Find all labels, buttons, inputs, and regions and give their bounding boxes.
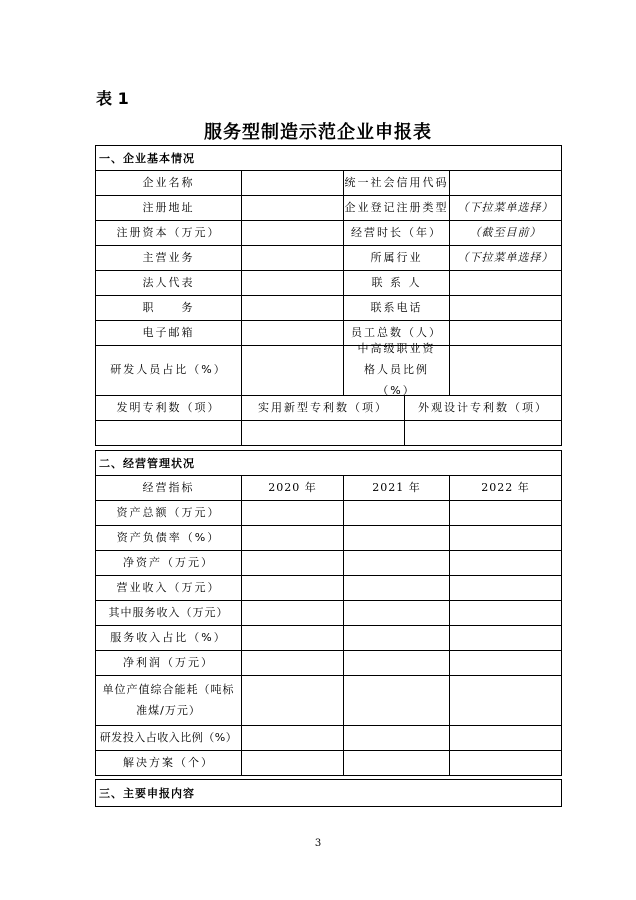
field-label: 主营业务 xyxy=(142,250,195,264)
industry-dropdown[interactable]: （下拉菜单选择） xyxy=(449,246,561,270)
indicator-value[interactable] xyxy=(241,551,343,575)
indicator-value[interactable] xyxy=(241,651,343,675)
indicator-label: 资产总额（万元） xyxy=(116,505,221,519)
form-row xyxy=(95,320,562,346)
form-row xyxy=(95,195,562,221)
field-value[interactable] xyxy=(449,271,561,295)
field-label: 员工总数（人） xyxy=(343,321,449,345)
field-label: 企业登记注册类型 xyxy=(343,196,449,220)
field-value[interactable] xyxy=(241,221,343,245)
indicator-value[interactable] xyxy=(449,751,561,775)
field-label: 中高级职业资格人员比例（%） xyxy=(343,346,449,395)
patent-value-row xyxy=(95,420,562,446)
field-value[interactable] xyxy=(449,171,561,195)
field-value[interactable] xyxy=(449,346,561,395)
patent-value[interactable] xyxy=(404,421,561,445)
field-label: 联系电话 xyxy=(343,296,449,320)
patent-header: 发明专利数（项） xyxy=(116,400,221,414)
application-form xyxy=(95,145,562,808)
section-heading-basic-info: 一、企业基本情况 xyxy=(95,145,562,171)
indicator-value[interactable] xyxy=(343,601,449,625)
indicator-value[interactable] xyxy=(449,651,561,675)
field-label: 统一社会信用代码 xyxy=(343,171,449,195)
indicator-value[interactable] xyxy=(241,751,343,775)
indicator-label: 其中服务收入（万元） xyxy=(108,605,229,619)
indicator-value[interactable] xyxy=(241,576,343,600)
table-row xyxy=(95,625,562,651)
patent-value[interactable] xyxy=(241,421,404,445)
indicator-value[interactable] xyxy=(343,726,449,750)
field-label: 所属行业 xyxy=(343,246,449,270)
indicator-label: 研发投入占收入比例（%） xyxy=(99,730,238,744)
indicator-label: 净利润（万元） xyxy=(123,655,214,669)
form-row xyxy=(95,245,562,271)
indicator-value[interactable] xyxy=(343,576,449,600)
form-row xyxy=(95,295,562,321)
form-row xyxy=(95,170,562,196)
field-label: 电子邮箱 xyxy=(142,325,195,339)
table-row xyxy=(95,600,562,626)
field-value[interactable] xyxy=(449,321,561,345)
indicator-value[interactable] xyxy=(241,676,343,725)
field-value[interactable] xyxy=(241,246,343,270)
field-value[interactable] xyxy=(241,171,343,195)
field-label: 联 系 人 xyxy=(343,271,449,295)
field-value[interactable] xyxy=(241,321,343,345)
column-header: 2021 年 xyxy=(343,476,449,500)
indicator-label: 解决方案（个） xyxy=(123,755,214,769)
column-header: 2020 年 xyxy=(241,476,343,500)
field-label: 注册地址 xyxy=(142,200,195,214)
field-value[interactable] xyxy=(241,271,343,295)
column-header: 2022 年 xyxy=(449,476,561,500)
table-row xyxy=(95,750,562,776)
indicator-value[interactable] xyxy=(241,526,343,550)
column-header: 经营指标 xyxy=(142,480,195,494)
form-row xyxy=(95,270,562,296)
field-label: 企业名称 xyxy=(142,175,195,189)
patent-value[interactable] xyxy=(96,421,241,445)
patent-header-row xyxy=(95,395,562,421)
field-value[interactable] xyxy=(241,296,343,320)
indicator-value[interactable] xyxy=(449,576,561,600)
indicator-value[interactable] xyxy=(449,551,561,575)
indicator-value[interactable] xyxy=(343,751,449,775)
indicator-label: 净资产（万元） xyxy=(123,555,214,569)
indicator-value[interactable] xyxy=(241,501,343,525)
table-row xyxy=(95,725,562,751)
indicator-value[interactable] xyxy=(343,676,449,725)
table-row xyxy=(95,525,562,551)
table-label: 表 1 xyxy=(96,89,129,108)
field-label: 研发人员占比（%） xyxy=(110,363,227,377)
patent-header: 外观设计专利数（项） xyxy=(404,396,561,420)
indicator-label: 单位产值综合能耗（吨标准煤/万元） xyxy=(102,682,235,717)
indicator-value[interactable] xyxy=(241,626,343,650)
section-heading-operations: 二、经营管理状况 xyxy=(95,450,562,476)
indicator-value[interactable] xyxy=(241,726,343,750)
registration-type-dropdown[interactable]: （下拉菜单选择） xyxy=(449,196,561,220)
field-label: 职 务 xyxy=(142,300,195,314)
field-label: 经营时长（年） xyxy=(343,221,449,245)
document-title: 服务型制造示范企业申报表 xyxy=(204,122,432,143)
indicator-value[interactable] xyxy=(241,601,343,625)
field-label: 注册资本（万元） xyxy=(116,225,221,239)
patent-header: 实用新型专利数（项） xyxy=(241,396,404,420)
indicator-value[interactable] xyxy=(343,551,449,575)
indicator-value[interactable] xyxy=(343,501,449,525)
form-row xyxy=(95,220,562,246)
field-value[interactable] xyxy=(449,296,561,320)
page-number: 3 xyxy=(314,838,322,849)
field-value[interactable] xyxy=(241,196,343,220)
indicator-value[interactable] xyxy=(343,651,449,675)
indicator-value[interactable] xyxy=(449,626,561,650)
indicator-value[interactable] xyxy=(449,676,561,725)
indicator-value[interactable] xyxy=(343,526,449,550)
table-row xyxy=(95,575,562,601)
form-row xyxy=(95,342,562,397)
indicator-value[interactable] xyxy=(449,601,561,625)
field-label: 法人代表 xyxy=(142,275,195,289)
indicator-label: 营业收入（万元） xyxy=(116,580,221,594)
table-row xyxy=(95,550,562,576)
indicator-label: 资产负债率（%） xyxy=(116,530,221,544)
section-heading-main-content: 三、主要申报内容 xyxy=(95,779,562,807)
indicator-value[interactable] xyxy=(449,526,561,550)
table-row xyxy=(95,675,562,726)
indicator-value[interactable] xyxy=(449,501,561,525)
field-value[interactable] xyxy=(241,346,343,395)
indicator-value[interactable] xyxy=(449,726,561,750)
field-value[interactable]: （截至目前） xyxy=(449,221,561,245)
indicator-value[interactable] xyxy=(343,626,449,650)
operations-header-row xyxy=(95,475,562,501)
table-row xyxy=(95,650,562,676)
table-row xyxy=(95,500,562,526)
indicator-label: 服务收入占比（%） xyxy=(110,630,227,644)
